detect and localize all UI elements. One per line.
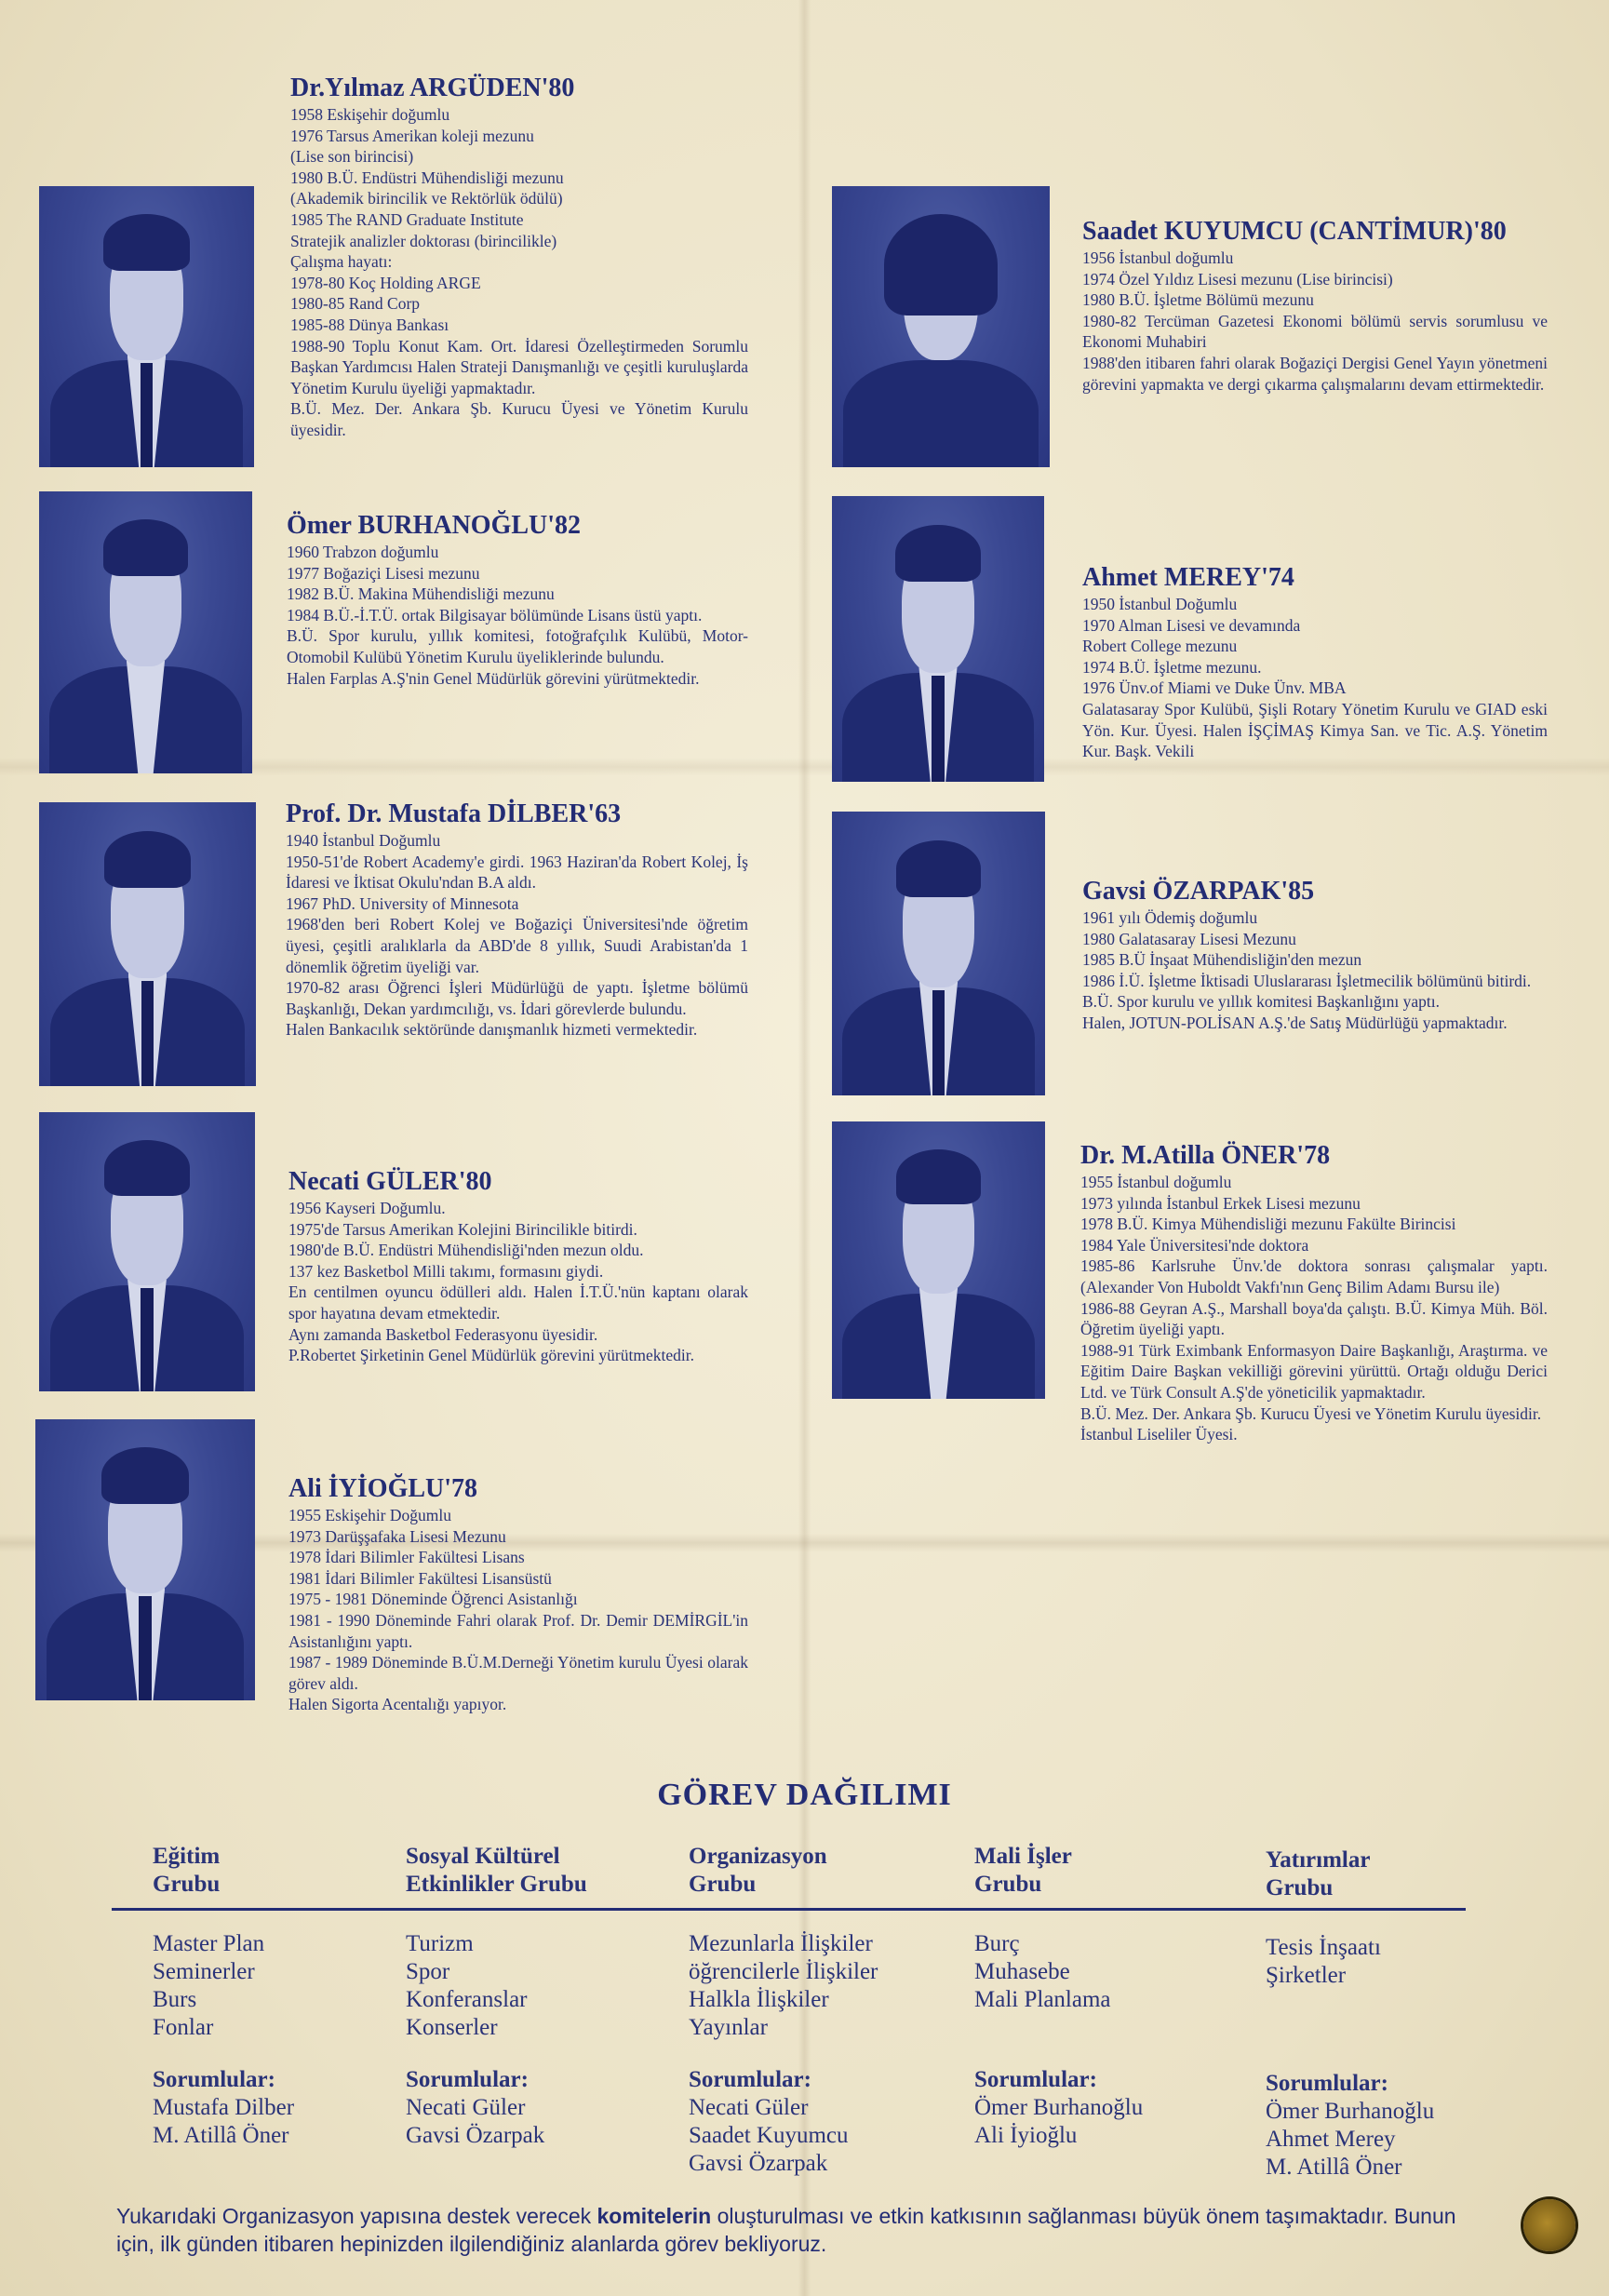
bio-text: 1955 İstanbul doğumlu 1973 yılında İstanbul Erkek Lisesi mezunu 1978 B.Ü. Kimya Mühendisliği mezunu Fakülte Birincisi 1984 Yale Üniversitesi'nde doktora 1985-86 Karlsruhe Ünv.'de doktora sonrası çalışmalar yaptı. (Alexander Von Huboldt Vakfı'nın Genç Bilim Adamı Bursu ile) 1986-88 Geyran A.Ş., Marshall boya'da çalıştı. B.Ü. Kimya Müh. Böl. Öğretim üyeliği yaptı. 1988-91 Türk Eximbank Enformasyon Daire Başkanlığı, Araştırma. ve Eğitim Daire Başkan vekilliği görevini yürüttü. Ortağı olduğu Derici Ltd. ve Türk Consult A.Ş'de yöneticilik yapmaktadır. B.Ü. Mez. Der. Ankara Şb. Kurucu Üyesi ve Yönetim Kurulu üyesidir. İstanbul Liseliler Üyesi. [1080, 1173, 1548, 1444]
bio-name: Ali İYİOĞLU'78 [288, 1474, 478, 1503]
group-column-yatirimlar [1266, 1846, 1508, 2182]
portrait-photo-dilber [39, 802, 256, 1086]
section-title: GÖREV DAĞILIMI [657, 1778, 952, 1812]
bio-dilber [286, 800, 748, 1041]
bio-name: Necati GÜLER'80 [288, 1167, 492, 1196]
responsibles-list: Necati Güler Saadet Kuyumcu Gavsi Özarpak [689, 2095, 849, 2176]
group-heading: Organizasyon Grubu [689, 1844, 827, 1897]
group-column-organizasyon [689, 1843, 931, 2178]
responsibles-label: Sorumlular: [406, 2067, 529, 2092]
portrait-photo-merey [832, 496, 1044, 782]
bio-name: Ahmet MEREY'74 [1082, 563, 1294, 592]
responsibles-list: Ömer Burhanoğlu Ahmet Merey M. Atillâ Öner [1266, 2099, 1435, 2180]
bio-name: Prof. Dr. Mustafa DİLBER'63 [286, 799, 622, 828]
bio-iyioglu [288, 1475, 748, 1715]
bio-name: Dr. M.Atilla ÖNER'78 [1080, 1141, 1331, 1170]
bio-text: 1955 Eskişehir Doğumlu 1973 Darüşşafaka Lisesi Mezunu 1978 İdari Bilimler Fakültesi Lisans 1981 İdari Bilimler Fakültesi Lisansüstü 1975 - 1981 Döneminde Öğrenci Asistanlığı 1981 - 1990 Döneminde Fahri olarak Prof. Dr. Demir DEMİRGİL'in Asistanlığını yaptı. 1987 - 1989 Döneminde B.Ü.M.Derneği Yönetim kurulu Üyesi olarak görev aldı. Halen Sigorta Acentalığı yapıyor. [288, 1506, 748, 1714]
group-column-sosyal [406, 1843, 648, 2150]
footer-note: Yukarıdaki Organizasyon yapısına destek verecek komitelerin oluşturulması ve etkin katkısının sağlanması büyük önem taşımaktadır. Bunun için, ilk günden itibaren hepinizden ilgilendiğiniz alanlarda görev bekliyoruz. [116, 2204, 1456, 2256]
bio-text: 1961 yılı Ödemiş doğumlu 1980 Galatasaray Lisesi Mezunu 1985 B.Ü İnşaat Mühendisliğin'den mezun 1986 İ.Ü. İşletme İktisadi Uluslararası İşletmecilik bölümünü bitirdi. B.Ü. Spor kurulu ve yıllık komitesi Başkanlığını yaptı. Halen, JOTUN-POLİSAN A.Ş.'de Satış Müdürlüğü yapmaktadır. [1082, 908, 1532, 1032]
group-items: Mezunlarla İlişkiler öğrencilerle İlişkiler Halkla İlişkiler Yayınlar [689, 1931, 878, 2040]
portrait-photo-burhanoglu [39, 491, 252, 773]
responsibles-label: Sorumlular: [1266, 2071, 1388, 2096]
bio-name: Saadet KUYUMCU (CANTİMUR)'80 [1082, 217, 1507, 246]
bio-text: 1956 Kayseri Doğumlu. 1975'de Tarsus Amerikan Kolejini Birincilikle bitirdi. 1980'de B.Ü. Endüstri Mühendisliği'nden mezun oldu. 137 kez Basketbol Milli takımı, formasını giydi. En centilmen oyuncu ödülleri aldı. Halen İ.T.Ü.'nün kaptanı olarak spor hayatına devam etmektedir. Aynı zamanda Basketbol Federasyonu üyesidir. P.Robertet Şirketinin Genel Müdürlük görevini yürütmektedir. [288, 1199, 748, 1365]
bio-guler [288, 1168, 748, 1366]
bio-arguden [290, 74, 748, 441]
group-heading: Yatırımlar Grubu [1266, 1847, 1371, 1900]
bio-name: Ömer BURHANOĞLU'82 [287, 511, 582, 540]
bio-text: 1950 İstanbul Doğumlu 1970 Alman Lisesi ve devamında Robert College mezunu 1974 B.Ü. İşletme mezunu. 1976 Ünv.of Miami ve Duke Ünv. MBA Galatasaray Spor Kulübü, Şişli Rotary Yönetim Kurulu ve GIAD eski Yön. Kur. Üyesi. Halen İŞÇİMAŞ Kimya San. ve Tic. A.Ş. Yönetim Kur. Başk. Vekili [1082, 595, 1548, 761]
bio-text: 1956 İstanbul doğumlu 1974 Özel Yıldız Lisesi mezunu (Lise birincisi) 1980 B.Ü. İşletme Bölümü mezunu 1980-82 Tercüman Gazetesi Ekonomi bölümü servis sorumlusu ve Ekonomi Muhabiri 1988'den itibaren fahri olarak Boğaziçi Dergisi Genel Yayın yönetmeni görevini yapmakta ve dergi çıkarma çalışmalarını devam ettirmektedir. [1082, 248, 1548, 394]
portrait-photo-oner [832, 1121, 1045, 1399]
bio-text: 1940 İstanbul Doğumlu 1950-51'de Robert Academy'e girdi. 1963 Haziran'da Robert Kolej, İş İdaresi ve İktisat Okulu'ndan B.A aldı. 1967 PhD. University of Minnesota 1968'den beri Robert Kolej ve Boğaziçi Üniversitesi'nde öğretim üyesi, çeşitli aralıklarla da ABD'de 8 yıllık, Suudi Arabistan'da 1 dönemlik öğretim üyeliği var. 1970-82 arası Öğrenci İşleri Müdürlüğü de yaptı. İşletme bölümü Başkanlığı, Dekan yardımcılığı, vs. İdari görevlerde bulundu. Halen Bankacılık sektöründe danışmanlık hizmeti vermektedir. [286, 831, 748, 1040]
group-column-egitim [153, 1843, 395, 2150]
group-column-mali [974, 1843, 1216, 2150]
portrait-photo-ozarpak [832, 812, 1045, 1095]
responsibles-label: Sorumlular: [974, 2067, 1097, 2092]
bio-ozarpak [1082, 878, 1548, 1034]
group-items: Master Plan Seminerler Burs Fonlar [153, 1931, 265, 2040]
group-heading: Sosyal Kültürel Etkinlikler Grubu [406, 1844, 587, 1897]
responsibles-list: Ömer Burhanoğlu Ali İyioğlu [974, 2095, 1144, 2148]
portrait-photo-arguden [39, 186, 254, 467]
bio-text: 1960 Trabzon doğumlu 1977 Boğaziçi Lisesi mezunu 1982 B.Ü. Makina Mühendisliği mezunu 1984 B.Ü.-İ.T.Ü. ortak Bilgisayar bölümünde Lisans üstü yaptı. B.Ü. Spor kurulu, yıllık komitesi, fotoğrafçılık Kulübü, Motor-Otomobil Kulübü Yönetim Kurulu üyeliklerinde bulundu. Halen Farplas A.Ş'nin Genel Müdürlük görevini yürütmektedir. [287, 543, 748, 688]
group-items: Tesis İnşaatı Şirketler [1266, 1935, 1381, 1988]
responsibles-label: Sorumlular: [689, 2067, 811, 2092]
portrait-photo-kuyumcu [832, 186, 1050, 467]
group-items: Burç Muhasebe Mali Planlama [974, 1931, 1111, 2012]
bio-text: 1958 Eskişehir doğumlu 1976 Tarsus Amerikan koleji mezunu (Lise son birincisi) 1980 B.Ü. Endüstri Mühendisliği mezunu (Akademik birincilik ve Rektörlük ödülü) 1985 The RAND Graduate Institute Stratejik analizler doktorası (birincilikle) Çalışma hayatı: 1978-80 Koç Holding ARGE 1980-85 Rand Corp 1985-88 Dünya Bankası 1988-90 Toplu Konut Kam. Ort. İdaresi Özelleştirmeden Sorumlu Başkan Yardımcısı Halen Strateji Danışmanlığı ve çeşitli kuruluşlarda Yönetim Kurulu üyeliği yapmaktadır. B.Ü. Mez. Der. Ankara Şb. Kurucu Üyesi ve Yönetim Kurulu üyesidir. [290, 105, 748, 439]
bio-name: Dr.Yılmaz ARGÜDEN'80 [290, 74, 575, 102]
group-heading: Eğitim Grubu [153, 1844, 221, 1897]
portrait-photo-iyioglu [35, 1419, 255, 1700]
responsibles-list: Necati Güler Gavsi Özarpak [406, 2095, 545, 2148]
responsibles-list: Mustafa Dilber M. Atillâ Öner [153, 2095, 295, 2148]
portrait-photo-guler [39, 1112, 255, 1391]
responsibles-label: Sorumlular: [153, 2067, 275, 2092]
bio-kuyumcu [1082, 218, 1548, 395]
bio-name: Gavsi ÖZARPAK'85 [1082, 877, 1315, 906]
bio-merey [1082, 564, 1548, 762]
bio-burhanoglu [287, 512, 748, 689]
group-items: Turizm Spor Konferanslar Konserler [406, 1931, 528, 2040]
punch-hole [1523, 2199, 1575, 2251]
group-heading: Mali İşler Grubu [974, 1844, 1072, 1897]
bio-oner [1080, 1142, 1548, 1445]
